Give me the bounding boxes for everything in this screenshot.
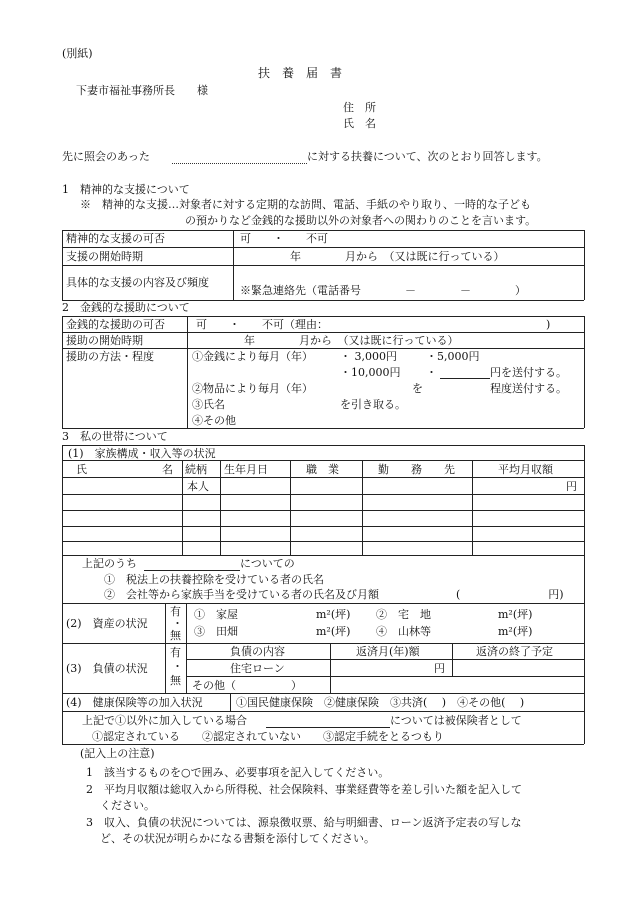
- col-family-name: 氏: [76, 463, 87, 476]
- s1-value-emergency[interactable]: ※緊急連絡先（電話番号 － － ）: [240, 284, 526, 297]
- s2-option-3000[interactable]: ・ 3,000円: [340, 350, 397, 363]
- relation-self: 本人: [187, 480, 209, 493]
- section2-heading: 2 金銭的な援助について: [62, 301, 190, 314]
- note-2a: 2 平均月収額は総収入から所得税、社会保険料、事業経費等を差し引いた額を記入して: [86, 783, 522, 796]
- note-1: 1 該当するものを○で囲み、必要事項を記入してください。: [86, 766, 390, 779]
- asset-field-unit: m²(坪): [316, 625, 351, 638]
- col-income: 平均月収額: [498, 463, 553, 476]
- s1-value-availability[interactable]: 可 ・ 不可: [240, 232, 328, 245]
- s1-label-availability: 精神的な支援の可否: [66, 232, 165, 245]
- col-birthdate: 生年月日: [224, 463, 268, 476]
- debt-housing-loan: 住宅ローン: [230, 662, 285, 675]
- s2-label-method: 援助の方法・程度: [66, 350, 154, 363]
- debt-other[interactable]: その他（ ）: [192, 679, 302, 692]
- s2-value-start[interactable]: 年 月から （又は既に行っている）: [244, 334, 459, 347]
- asset-house-unit: m²(坪): [316, 608, 351, 621]
- asset-forest: ④ 山林等: [376, 625, 431, 638]
- debt-col-content: 負債の内容: [230, 645, 285, 658]
- s2-method-money: ①金銭により毎月（年）: [192, 350, 313, 363]
- income-yen-unit: 円: [566, 480, 577, 493]
- debt-col-end: 返済の終了予定: [476, 645, 553, 658]
- section1-heading: 1 精神的な支援について: [62, 183, 190, 196]
- col-occupation: 職 業: [306, 463, 339, 476]
- note-3b: ど、その状況が明らかになる書類を添付してください。: [100, 832, 375, 845]
- note-3a: 3 収入、負債の状況については、源泉徴収票、給与明細書、ローン返済予定表の写しな: [86, 816, 522, 829]
- s1-label-start: 支援の開始時期: [66, 250, 143, 263]
- insurance-recognition[interactable]: ①認定されている ②認定されていない ③認定手続をとるつもり: [92, 730, 444, 743]
- s2-value-availability[interactable]: 可 ・ 不可（理由：: [196, 318, 328, 331]
- attachment-label: (別紙): [62, 47, 93, 60]
- s2-label-availability: 金銭的な援助の可否: [66, 318, 165, 331]
- debt-none[interactable]: 無: [170, 674, 181, 687]
- insurance-other-blank[interactable]: [266, 727, 390, 728]
- name-label: 氏 名: [343, 117, 376, 130]
- s2-method-takein: ③氏名: [192, 398, 225, 411]
- s2-reason-close: ): [546, 318, 551, 331]
- col-workplace: 勤 務 先: [378, 463, 455, 476]
- form-title: 扶 養 届 書: [258, 66, 343, 80]
- s2-goods-wo: を: [412, 382, 423, 395]
- insurance-label: (4) 健康保険等の加入状況: [66, 696, 203, 709]
- s2-method-goods: ②物品により毎月（年）: [192, 382, 313, 395]
- asset-land-unit: m²(坪): [498, 608, 533, 621]
- addressee: 下妻市福祉事務所長 様: [76, 84, 208, 97]
- s2-option-5000[interactable]: ・5,000円: [426, 350, 480, 363]
- assets-none[interactable]: 無: [170, 629, 181, 642]
- assets-dot: ・: [172, 617, 183, 630]
- among-suffix: についての: [240, 557, 295, 570]
- section1-note-2: の預かりなど金銭的な援助以外の対象者への関わりのことを言います。: [185, 214, 537, 227]
- asset-field: ③ 田畑: [194, 625, 238, 638]
- debt-col-amount: 返済月(年)額: [356, 645, 420, 658]
- among-tax-deduction: ① 税法上の扶養控除を受けている者の氏名: [104, 573, 324, 586]
- intro-suffix: に対する扶養について、次のとおり回答します。: [307, 150, 548, 163]
- insurance-options[interactable]: ①国民健康保険 ②健康保険 ③共済( ) ④その他( ): [236, 696, 525, 709]
- note-2b: ください。: [100, 799, 155, 812]
- s2-label-start: 援助の開始時期: [66, 334, 143, 347]
- debt-dot: ・: [172, 660, 183, 673]
- among-family-allowance: ② 会社等から家族手当を受けている者の氏名及び月額: [104, 588, 379, 601]
- s2-method-other: ④その他: [192, 414, 236, 427]
- s2-option-10000[interactable]: ・10,000円: [340, 366, 401, 379]
- s1-label-detail: 具体的な支援の内容及び頻度: [66, 276, 209, 289]
- address-label: 住 所: [343, 101, 376, 114]
- section3-heading: 3 私の世帯について: [62, 430, 168, 443]
- among-prefix: 上記のうち: [82, 557, 137, 570]
- s2-custom-amount-suffix: 円を送付する。: [490, 366, 567, 379]
- intro-prefix: 先に照会のあった: [62, 150, 150, 163]
- col-given-name: 名: [162, 463, 173, 476]
- asset-forest-unit: m²(坪): [498, 625, 533, 638]
- insurance-other-suffix: については被保険者として: [390, 714, 522, 727]
- intro-blank[interactable]: [172, 163, 307, 164]
- among-blank[interactable]: [144, 570, 240, 571]
- s1-value-start[interactable]: 年 月から （又は既に行っている）: [290, 250, 505, 263]
- debt-label: (3) 負債の状況: [66, 662, 148, 675]
- assets-label: (2) 資産の状況: [66, 617, 148, 630]
- s2-custom-amount-blank[interactable]: [440, 378, 490, 379]
- debt-have[interactable]: 有: [170, 646, 181, 659]
- family-subheading: (1) 家族構成・収入等の状況: [68, 447, 216, 460]
- s2-option-custom[interactable]: ・: [426, 366, 437, 379]
- s2-takein-suffix: を引き取る。: [340, 398, 406, 411]
- asset-house: ① 家屋: [194, 608, 238, 621]
- debt-housing-yen: 円: [434, 662, 445, 675]
- col-relation: 続柄: [185, 463, 207, 476]
- among-allowance-yen[interactable]: ( 円): [456, 588, 564, 601]
- s2-goods-suffix: 程度送付する。: [490, 382, 567, 395]
- section1-note-1: ※ 精神的な支援…対象者に対する定期的な訪問、電話、手紙のやり取り、一時的な子ども: [80, 198, 531, 211]
- notes-title: (記入上の注意): [80, 747, 155, 760]
- assets-have[interactable]: 有: [170, 605, 181, 618]
- insurance-other-prefix: 上記で①以外に加入している場合: [82, 714, 247, 727]
- asset-land: ② 宅 地: [376, 608, 431, 621]
